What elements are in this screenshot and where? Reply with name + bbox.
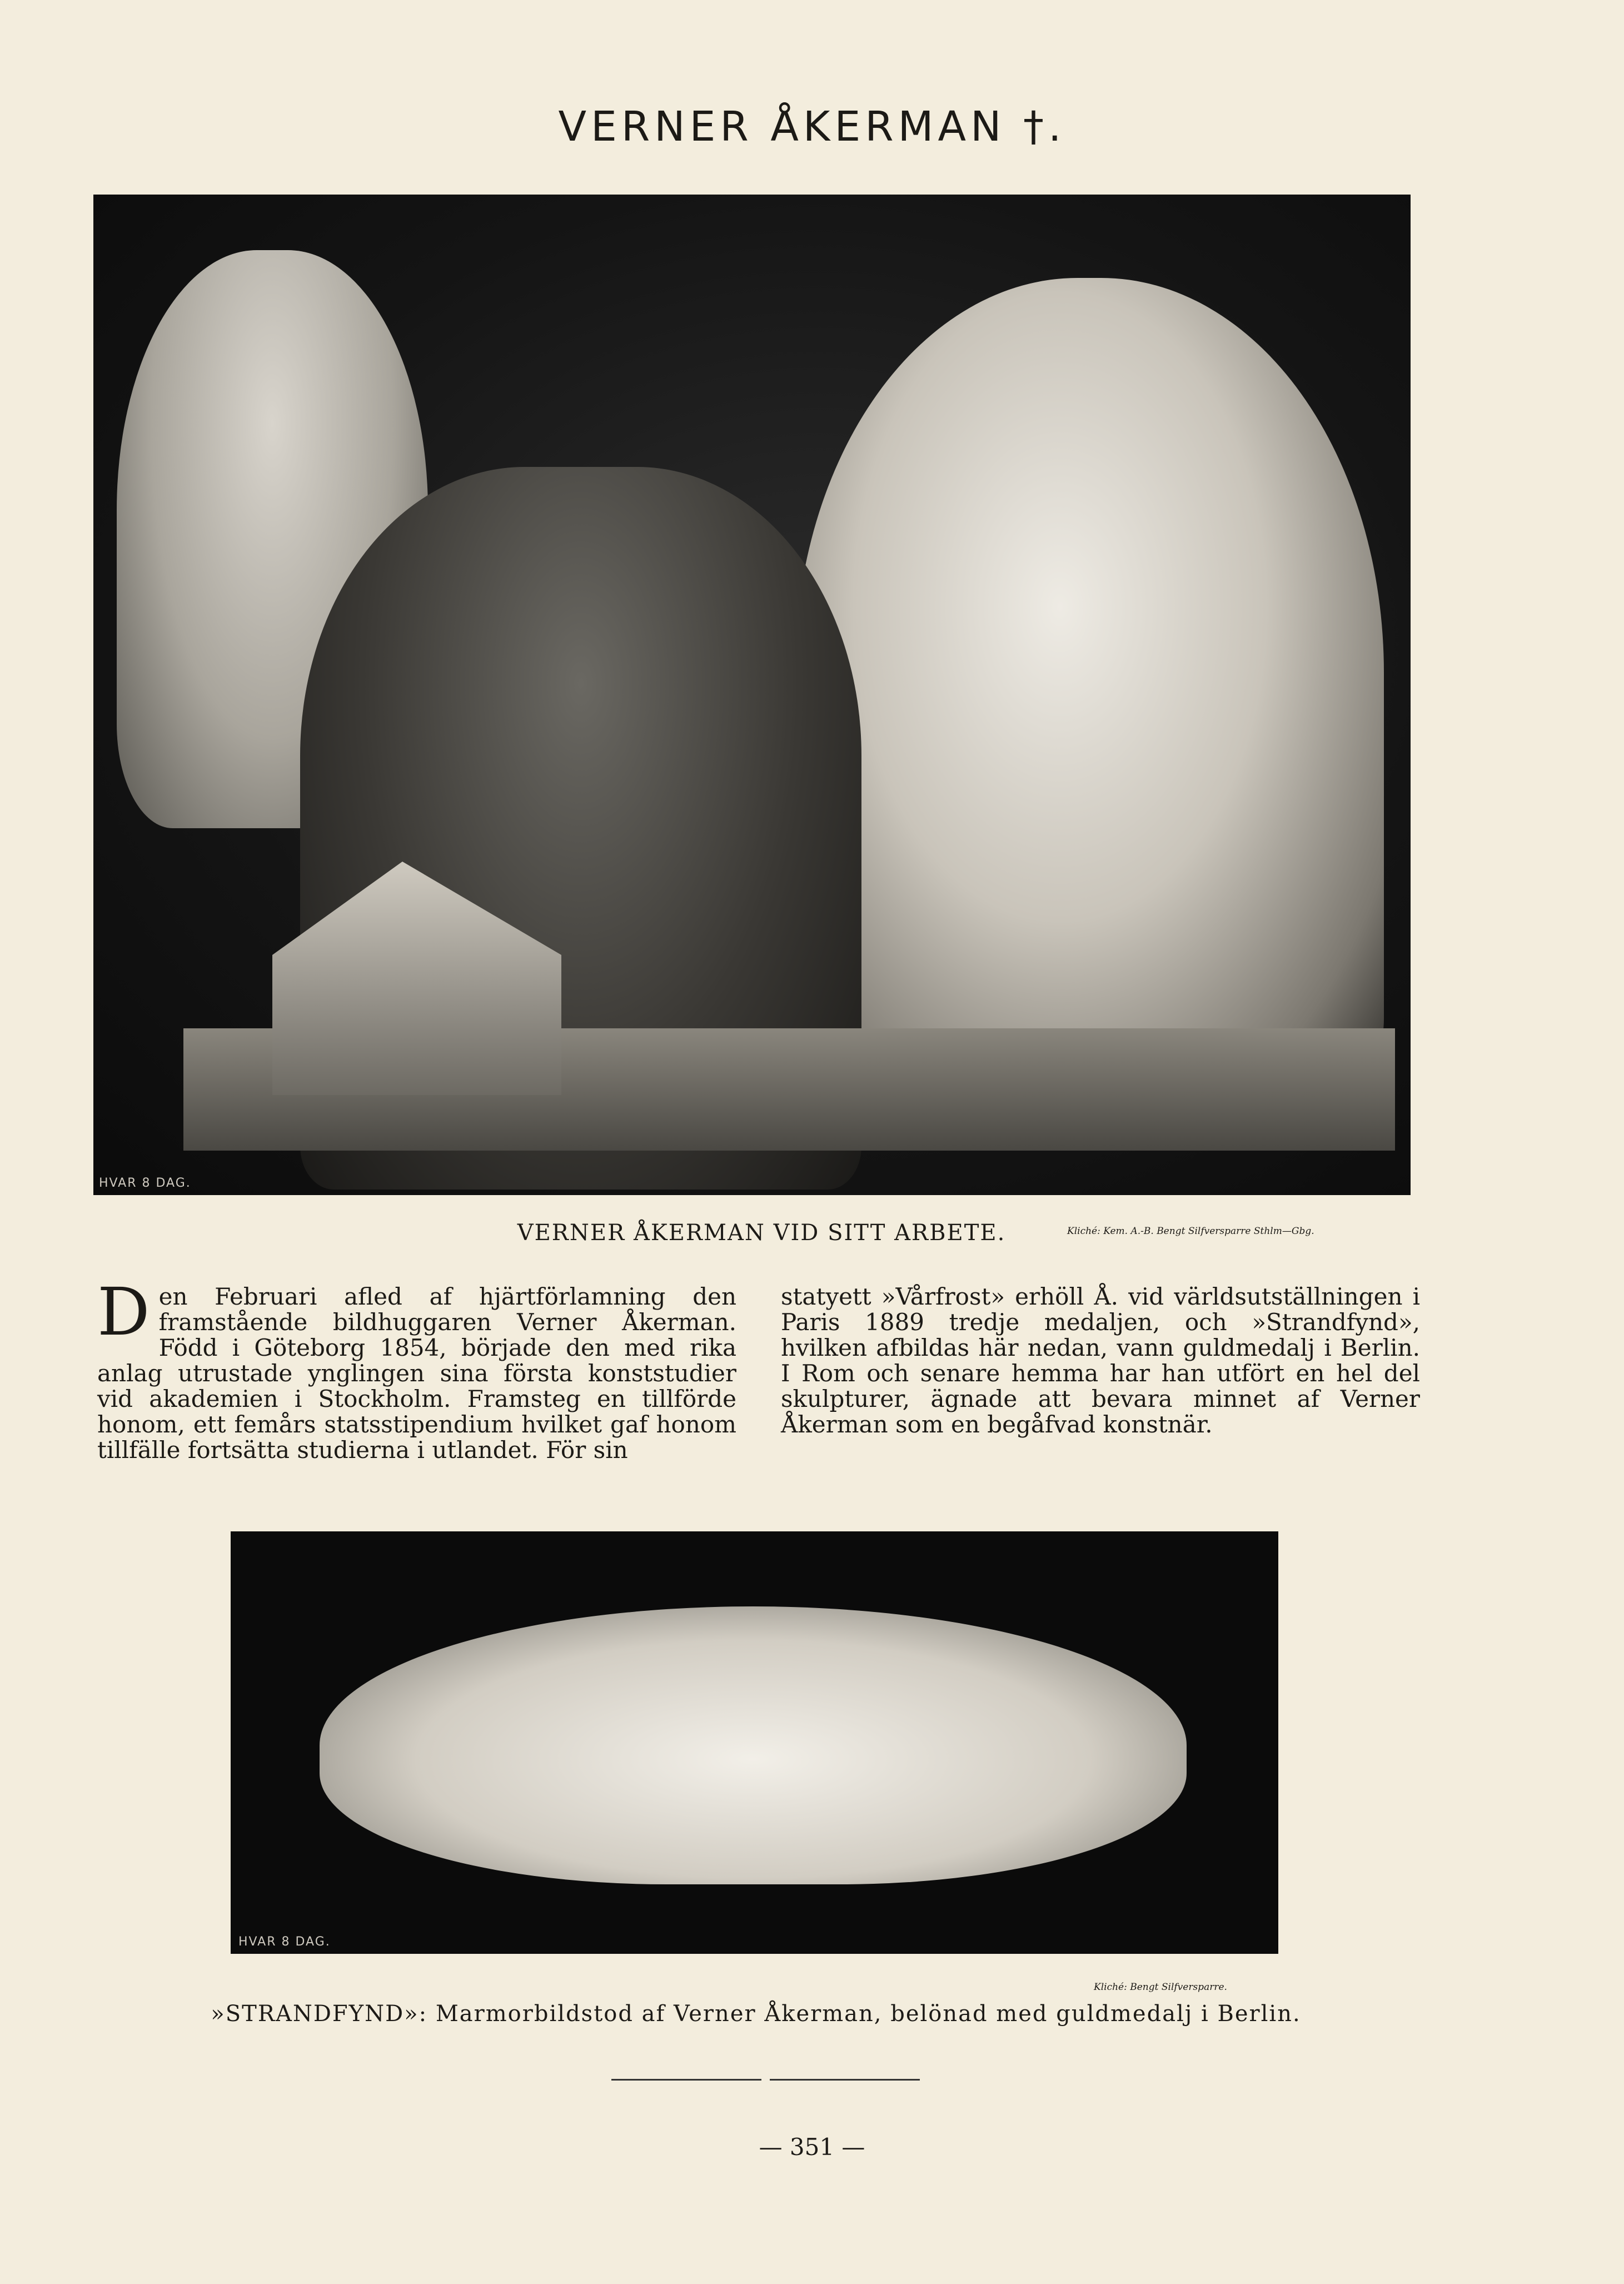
- photo-credit: Kliché: Bengt Silfversparre.: [1094, 1982, 1227, 1993]
- article-text-col1: en Februari afled af hjärtförlamning den framstående bildhuggaren Verner Åkerman. Född i Göteborg 1854, började den med rika anlag utrustade ynglingen sina första konststudier vid akademien i Stockholm. Framsteg en tillförde honom, ett femårs statsstipendium hvilket gaf honom tillfälle fortsätta studierna i utlandet. För sin: [97, 1283, 736, 1464]
- photo-caption: VERNER ÅKERMAN VID SITT ARBETE.: [517, 1220, 1006, 1246]
- photo-credit: Kliché: Kem. A.-B. Bengt Silfversparre Sthlm—Gbg.: [1067, 1226, 1314, 1237]
- photo-mark: HVAR 8 DAG.: [99, 1176, 191, 1190]
- photo-strandfynd: [231, 1531, 1278, 1954]
- photo-sculptor-at-work: [93, 195, 1411, 1195]
- photo-mark: HVAR 8 DAG.: [238, 1935, 331, 1949]
- photo-caption: »STRANDFYND»: Marmorbildstod af Verner Åkerman, belönad med guldmedalj i Berlin.: [211, 2001, 1301, 2027]
- page-title: VERNER ÅKERMAN †.: [558, 103, 1066, 151]
- dropcap: D: [97, 1273, 150, 1350]
- veiled-statue: [795, 278, 1384, 1101]
- article-column-1: [97, 1273, 736, 1464]
- page-number: — 351 —: [759, 2133, 865, 2161]
- divider: [770, 2079, 920, 2081]
- reclining-figure-sculpture: [320, 1606, 1187, 1884]
- article-column-2: [781, 1284, 1420, 1437]
- article-text-col2: statyett »Vårfrost» erhöll Å. vid världsutställningen i Paris 1889 tredje medaljen, och »Strandfynd», hvilken afbildas här nedan, vann guldmedalj i Berlin. I Rom och senare hemma har han utfört en hel del skulpturer, ägnade att bevara minnet af Verner Åkerman som en begåfvad konstnär.: [781, 1283, 1420, 1438]
- divider: [611, 2079, 761, 2081]
